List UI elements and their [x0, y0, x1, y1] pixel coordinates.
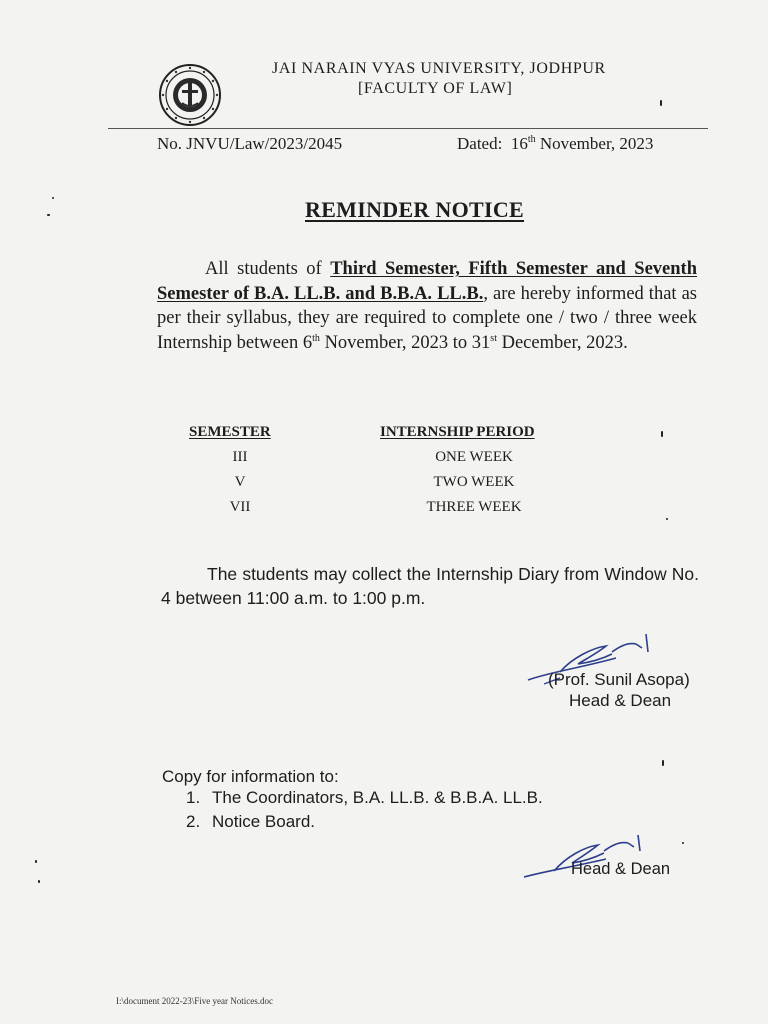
period-cell: ONE WEEK: [435, 449, 513, 465]
list-item-number: 2.: [186, 812, 201, 831]
diary-notice-text: The students may collect the Internship Diary from Window No. 4 between 11:00 a.m. to 1:00 p.m.: [161, 564, 699, 608]
footer-file-path: I:\document 2022-23\Five year Notices.doc: [116, 996, 273, 1006]
period-cell: THREE WEEK: [426, 499, 522, 515]
notice-title: REMINDER NOTICE: [305, 197, 525, 222]
dated-label: Dated:: [457, 134, 503, 153]
scan-speck: [35, 860, 37, 863]
scan-speck: [47, 214, 50, 216]
list-item: [186, 810, 543, 834]
diary-notice: [161, 562, 699, 610]
period-cell: TWO WEEK: [433, 474, 515, 490]
body-lead: All students of: [205, 259, 322, 279]
body-text-2: November, 2023 to 31: [319, 332, 491, 353]
scan-speck: [666, 518, 668, 520]
scan-speck: [682, 842, 684, 844]
university-seal-icon: [158, 63, 222, 127]
table-header-period: INTERNSHIP PERIOD: [380, 424, 535, 440]
scan-speck: [660, 100, 662, 106]
scan-speck: [662, 760, 664, 766]
copy-list: [186, 786, 543, 834]
scan-speck: [661, 431, 663, 437]
table-row: [150, 449, 630, 473]
table-row: [150, 474, 630, 498]
body-sup-1: th: [312, 332, 320, 344]
semester-cell: III: [232, 449, 248, 465]
copy-heading: Copy for information to:: [162, 767, 339, 786]
list-item: [186, 786, 543, 810]
semester-cell: V: [234, 474, 246, 490]
faculty-name: [FACULTY OF LAW]: [358, 80, 513, 97]
table-header-semester: SEMESTER: [189, 424, 271, 440]
copy-signatory-title: Head & Dean: [571, 860, 671, 878]
notice-date: [457, 134, 653, 154]
signatory-title: Head & Dean: [569, 691, 672, 710]
body-text-3: December, 2023.: [496, 332, 628, 353]
body-target-students: Third Semester, Fifth Semester and Seventh Semester of B.A. LL.B. and B.B.A. LL.B.: [157, 259, 697, 304]
list-item-text: Notice Board.: [212, 812, 315, 831]
notice-body: [157, 257, 697, 355]
scan-speck: [52, 197, 54, 199]
body-text-1: , are hereby informed that as per their syllabus, they are required to complete one / two / three week Internship between 6: [157, 283, 697, 353]
signatory-name: (Prof. Sunil Asopa): [548, 670, 690, 689]
list-item-text: The Coordinators, B.A. LL.B. & B.B.A. LL.B.: [212, 788, 543, 807]
semester-cell: VII: [229, 499, 251, 515]
university-name: JAI NARAIN VYAS UNIVERSITY, JODHPUR: [272, 60, 606, 77]
dated-suffix: th: [527, 134, 536, 145]
reference-number: No. JNVU/Law/2023/2045: [157, 134, 343, 153]
scan-speck: [38, 880, 40, 883]
body-sup-2: st: [490, 332, 497, 344]
list-item-number: 1.: [186, 788, 201, 807]
dated-day: 16: [510, 134, 528, 153]
letterhead-divider: [108, 128, 708, 129]
table-row: [150, 499, 630, 523]
dated-month-year: November, 2023: [539, 134, 654, 153]
